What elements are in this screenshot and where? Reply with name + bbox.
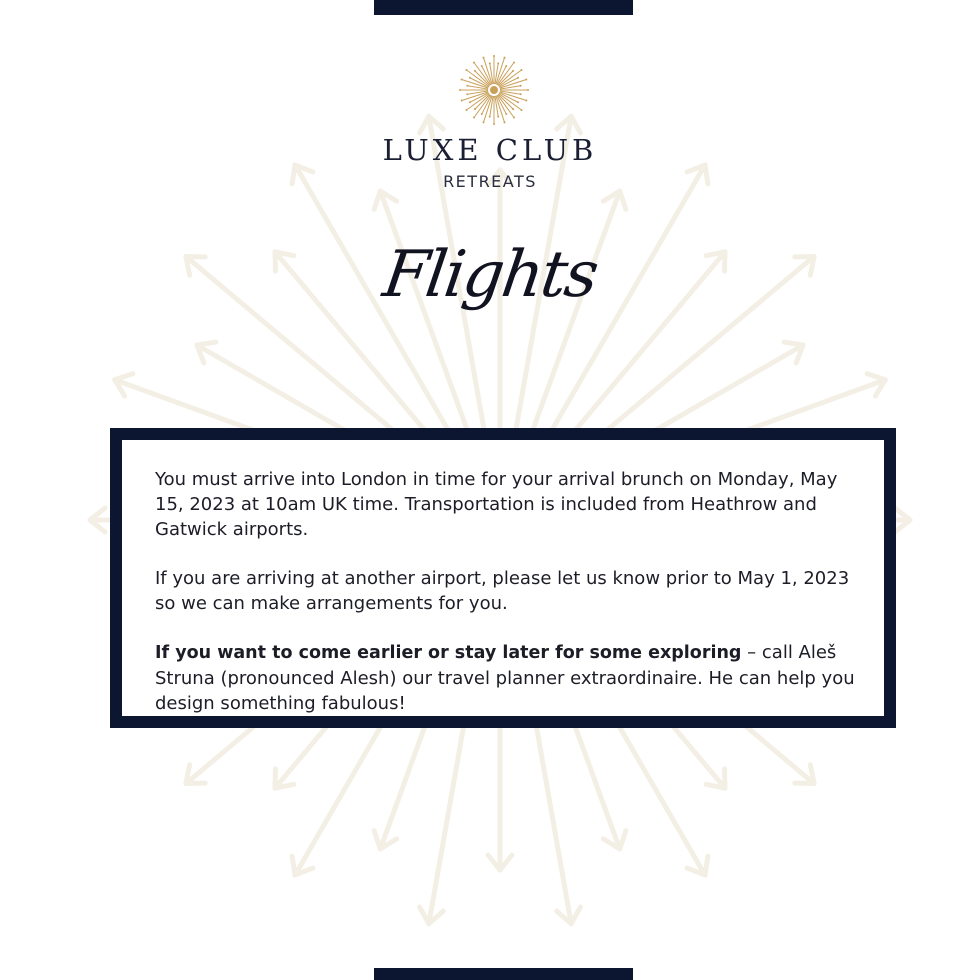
brand-subtitle: RETREATS [443, 172, 537, 191]
paragraph-travel-planner-body: – call Aleš Struna (pronounced Alesh) our travel planner extraordinaire. He can help you design something fabulous! [155, 642, 855, 714]
brand-name: LUXE CLUB [382, 133, 598, 167]
paragraph-travel-planner-lead: If you want to come earlier or stay later for some exploring [155, 643, 742, 663]
paragraph-arrival: You must arrive into London in time for your arrival brunch on Monday, May 15, 2023 at 10am UK time. Transportation is included from Heathrow and Gatwick airports. [155, 469, 838, 540]
bottom-accent-bar [374, 968, 633, 980]
info-text [155, 467, 865, 740]
page-heading: Flights [378, 238, 602, 312]
sunburst-logo-icon [455, 53, 533, 131]
info-box [110, 428, 896, 728]
paragraph-travel-planner [155, 640, 865, 716]
paragraph-other-airport: If you are arriving at another airport, please let us know prior to May 1, 2023 so we can make arrangements for you. [155, 568, 850, 614]
